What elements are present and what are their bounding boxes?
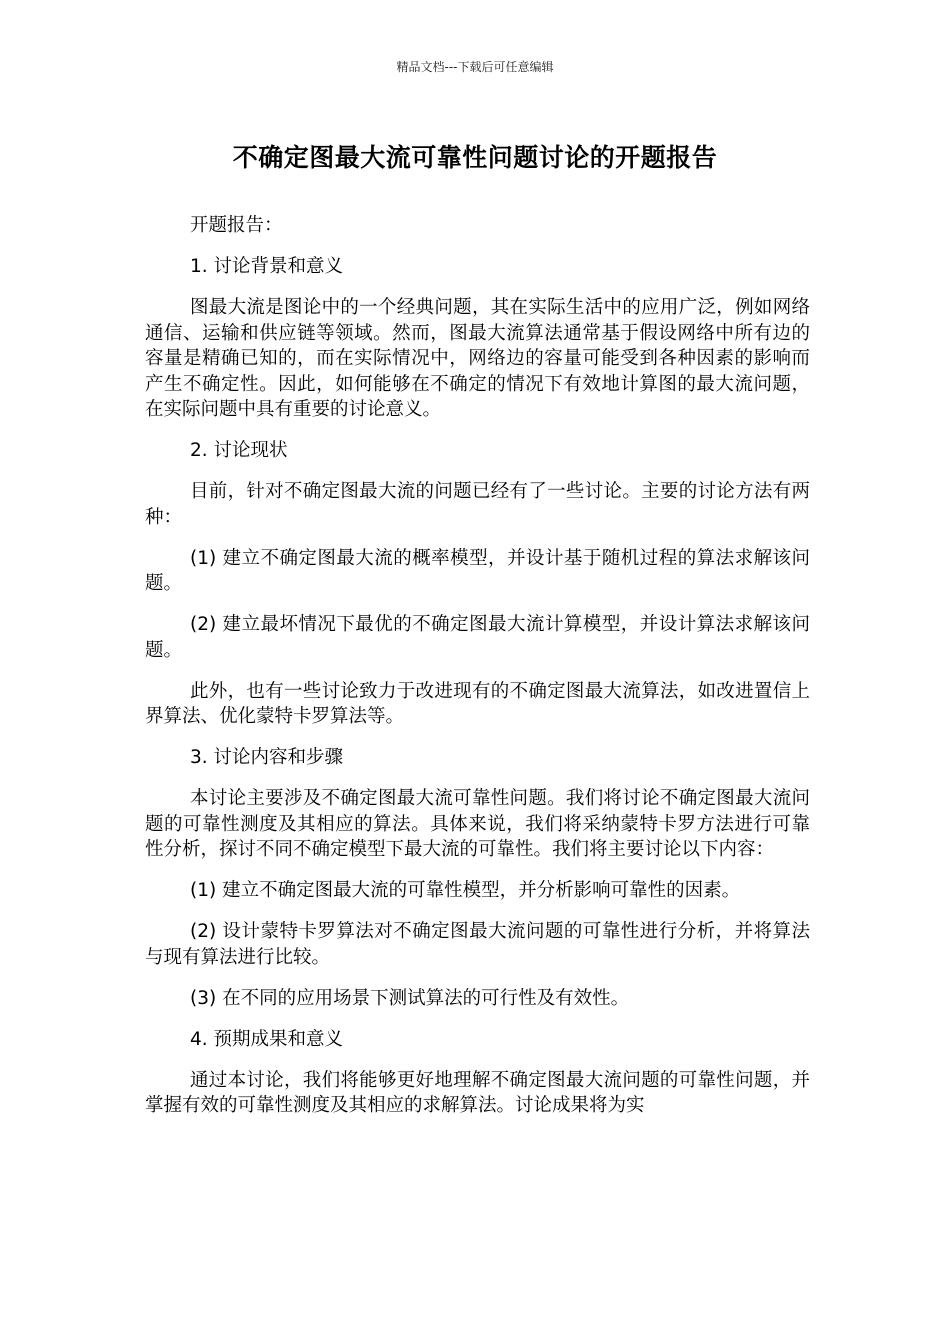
list-item: (1) 建立不确定图最大流的概率模型，并设计基于随机过程的算法求解该问题。 xyxy=(145,547,810,594)
section-heading: 开题报告： xyxy=(190,215,283,236)
section-heading: 2. 讨论现状 xyxy=(190,440,288,461)
page-header-note: 精品文档---下载后可任意编辑 xyxy=(396,60,554,74)
paragraph: 目前，针对不确定图最大流的问题已经有了一些讨论。主要的讨论方法有两种： xyxy=(145,481,810,528)
paragraph: 此外，也有一些讨论致力于改进现有的不确定图最大流算法，如改进置信上界算法、优化蒙特卡罗算法等。 xyxy=(145,680,810,727)
section-heading: 3. 讨论内容和步骤 xyxy=(190,747,344,768)
list-item: (2) 建立最坏情况下最优的不确定图最大流计算模型，并设计算法求解该问题。 xyxy=(145,614,810,661)
paragraph: 通过本讨论，我们将能够更好地理解不确定图最大流问题的可靠性问题，并掌握有效的可靠性测度及其相应的求解算法。讨论成果将为实 xyxy=(145,1069,810,1116)
document-title: 不确定图最大流可靠性问题讨论的开题报告 xyxy=(232,143,718,172)
list-item: (2) 设计蒙特卡罗算法对不确定图最大流问题的可靠性进行分析，并将算法与现有算法进行比较。 xyxy=(145,921,810,968)
section-heading: 1. 讨论背景和意义 xyxy=(190,256,344,277)
paragraph: 本讨论主要涉及不确定图最大流可靠性问题。我们将讨论不确定图最大流问题的可靠性测度及其相应的算法。具体来说，我们将采纳蒙特卡罗方法进行可靠性分析，探讨不同不确定模型下最大流的可靠性。我们将主要讨论以下内容： xyxy=(145,788,810,860)
list-item: (1) 建立不确定图最大流的可靠性模型，并分析影响可靠性的因素。 xyxy=(190,880,741,901)
paragraph: 图最大流是图论中的一个经典问题，其在实际生活中的应用广泛，例如网络通信、运输和供应链等领域。然而，图最大流算法通常基于假设网络中所有边的容量是精确已知的，而在实际情况中，网络边的容量可能受到各种因素的影响而产生不确定性。因此，如何能够在不确定的情况下有效地计算图的最大流问题，在实际问题中具有重要的讨论意义。 xyxy=(145,297,810,420)
section-heading: 4. 预期成果和意义 xyxy=(190,1028,344,1050)
list-item: (3) 在不同的应用场景下测试算法的可行性及有效性。 xyxy=(190,987,630,1009)
document-body xyxy=(145,213,810,1134)
